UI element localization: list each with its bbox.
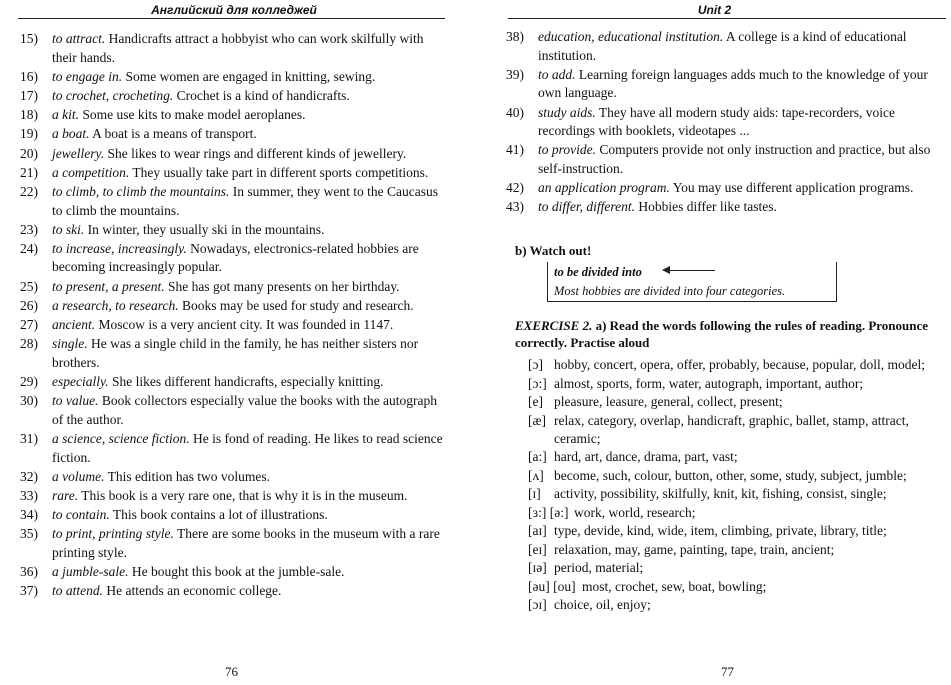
right-page (478, 0, 951, 685)
page-number: 77 (721, 664, 734, 679)
item-term: to present, a present. (52, 278, 165, 294)
phonetic-words: become, such, colour, button, other, some, study, subject, jumble; (554, 467, 907, 483)
list-item (20, 125, 445, 144)
phonetic-symbol: [e] (528, 394, 543, 409)
phonetic-symbol: [aɪ] (528, 523, 547, 539)
item-text: There are some books in the museum with a rare printing style. (52, 526, 440, 560)
exercise-text: a) Read the words following the rules of reading. Pronounce correctly. Practise aloud (515, 318, 929, 350)
phonetic-words: activity, possibility, skilfully, knit, kit, fishing, consist, single; (554, 486, 887, 502)
item-term: single. (52, 336, 88, 352)
item-text: She likes different handicrafts, especially knitting. (108, 374, 384, 389)
list-item (20, 373, 445, 392)
item-number: 27) (20, 317, 38, 333)
list-item (20, 240, 445, 277)
list-item (506, 28, 946, 65)
watch-out-heading: b) Watch out! (515, 243, 592, 258)
phonetic-row (528, 522, 946, 540)
item-number: 42) (506, 180, 524, 196)
vocabulary-list (20, 30, 445, 601)
item-term: especially. (52, 374, 109, 389)
item-term: a jumble-sale. (52, 564, 129, 580)
item-number: 15) (20, 31, 38, 46)
page-number: 76 (225, 664, 238, 679)
item-text: He attends an economic college. (103, 583, 282, 599)
item-text: Moscow is a very ancient city. It was founded in 1147. (95, 317, 394, 333)
phonetic-symbol: [ɔ:] (528, 375, 547, 391)
phonetic-row (528, 541, 946, 559)
phonetic-symbol: [a:] (528, 449, 547, 465)
item-number: 36) (20, 564, 38, 580)
item-term: a boat. (52, 126, 90, 142)
item-term: a science, science fiction. (52, 430, 190, 446)
phonetic-row (528, 578, 946, 596)
list-item (20, 582, 445, 601)
header-rule (18, 18, 445, 19)
item-number: 38) (506, 29, 524, 44)
list-item (20, 316, 445, 335)
item-number: 41) (506, 142, 524, 158)
item-text: This edition has two volumes. (104, 468, 270, 484)
phonetic-words: relaxation, may, game, painting, tape, train, ancient; (554, 541, 835, 557)
item-term: to contain. (52, 507, 110, 523)
item-term: to increase, increasingly. (52, 240, 187, 256)
item-number: 22) (20, 183, 38, 199)
item-number: 24) (20, 240, 38, 256)
item-number: 25) (20, 278, 38, 294)
phonetic-words: hobby, concert, opera, offer, probably, because, popular, doll, model; (554, 357, 926, 372)
phonetic-symbol: [əu] [ou] (528, 578, 576, 594)
item-text: Books may be used for study and research. (178, 297, 414, 313)
list-item (20, 164, 445, 183)
phonetic-symbol: [ɪə] (528, 560, 547, 576)
phonetic-row (528, 504, 946, 522)
phonetic-words: type, devide, kind, wide, item, climbing, private, library, title; (554, 523, 887, 539)
phonetic-row (528, 467, 946, 485)
list-item (20, 392, 445, 429)
list-item (20, 335, 445, 372)
phonetic-words: most, crochet, sew, boat, bowling; (582, 578, 767, 594)
item-text: In summer, they went to the Caucasus to climb the mountains. (52, 183, 439, 218)
list-item (506, 104, 946, 141)
item-number: 31) (20, 430, 38, 446)
phonetic-row (528, 559, 946, 577)
item-term: to climb, to climb the mountains. (52, 183, 230, 199)
item-text: Learning foreign languages adds much to the knowledge of your own language. (538, 66, 928, 101)
item-term: jewellery. (52, 145, 105, 161)
phonetic-symbol: [æ] (528, 412, 546, 428)
exercise-instructions (515, 317, 945, 351)
item-term: a kit. (52, 107, 79, 123)
list-item (20, 468, 445, 487)
item-term: an application program. (538, 180, 670, 196)
item-number: 23) (20, 221, 38, 237)
item-number: 16) (20, 68, 38, 84)
item-text: Some women are engaged in knitting, sewing. (122, 68, 376, 84)
item-text: She has got many presents on her birthday. (164, 278, 400, 294)
phonetic-words: work, world, research; (574, 504, 696, 520)
list-item (20, 278, 445, 297)
phonetic-row (528, 485, 946, 503)
phonetic-row (528, 596, 946, 614)
item-text: They usually take part in different sports competitions. (129, 164, 429, 180)
list-item (20, 87, 445, 106)
item-term: to crochet, crocheting. (52, 87, 174, 103)
watch-out-box (547, 262, 837, 302)
item-number: 39) (506, 66, 524, 82)
item-text: In winter, they usually ski in the mountains. (84, 221, 325, 237)
list-item (506, 198, 946, 217)
item-term: education, educational institution. (538, 29, 724, 44)
item-term: ancient. (52, 317, 96, 333)
item-term: to provide. (538, 142, 596, 158)
item-text: They have all modern study aids: tape-recorders, voice recordings with booklets, videotapes ... (538, 104, 896, 139)
item-term: to attract. (52, 31, 106, 46)
item-number: 34) (20, 507, 38, 523)
phonetics-list (528, 356, 946, 615)
exercise-label: EXERCISE 2. (515, 318, 593, 333)
item-number: 37) (20, 583, 38, 599)
list-item (506, 179, 946, 198)
item-number: 30) (20, 393, 38, 409)
phonetic-symbol: [eɪ] (528, 541, 547, 557)
item-number: 35) (20, 526, 38, 542)
item-text: He is fond of reading. He likes to read science fiction. (52, 430, 443, 465)
item-term: a volume. (52, 468, 105, 484)
running-head: Английский для колледжей (151, 3, 317, 17)
item-text: Hobbies differ like tastes. (635, 199, 777, 215)
phonetic-symbol: [ɔ] (528, 357, 543, 372)
vocabulary-list (506, 28, 946, 218)
item-text: This book is a very rare one, that is why it is in the museum. (78, 487, 408, 503)
list-item (20, 297, 445, 316)
list-item (20, 106, 445, 125)
item-text: Handicrafts attract a hobbyist who can work skilfully with their hands. (52, 31, 424, 65)
list-item (20, 487, 445, 506)
item-term: to print, printing style. (52, 526, 174, 542)
phonetic-words: choice, oil, enjoy; (554, 597, 651, 613)
list-item (20, 430, 445, 467)
item-number: 29) (20, 374, 38, 389)
phonetic-words: hard, art, dance, drama, part, vast; (554, 449, 738, 465)
item-number: 18) (20, 107, 38, 123)
item-term: to engage in. (52, 68, 123, 84)
item-number: 28) (20, 336, 38, 352)
item-text: She likes to wear rings and different kinds of jewellery. (104, 145, 407, 161)
arrow-left-icon (663, 270, 715, 271)
running-head: Unit 2 (697, 3, 732, 17)
item-text: This book contains a lot of illustrations. (109, 507, 328, 523)
item-text: Crochet is a kind of handicrafts. (173, 87, 350, 103)
item-term: a research, to research. (52, 297, 179, 313)
item-term: to differ, different. (538, 199, 635, 215)
phonetic-words: pleasure, leasure, general, collect, present; (554, 394, 783, 409)
watch-out-phrase: to be divided into (554, 265, 642, 279)
list-item (20, 183, 445, 220)
phonetic-symbol: [ɔɪ] (528, 597, 547, 613)
phonetic-row (528, 393, 946, 411)
list-item (20, 145, 445, 164)
phonetic-symbol: [ʌ] (528, 467, 544, 483)
list-item (506, 66, 946, 103)
list-item (506, 141, 946, 178)
phonetic-symbol: [ɪ] (528, 486, 541, 502)
item-number: 26) (20, 297, 38, 313)
list-item (20, 525, 445, 562)
item-term: study aids. (538, 104, 596, 120)
item-term: to value. (52, 393, 99, 409)
item-text: A college is a kind of educational institution. (538, 29, 907, 63)
list-item (20, 221, 445, 240)
phonetic-row (528, 448, 946, 466)
list-item (20, 506, 445, 525)
item-text: Computers provide not only instruction and practice, but also self-instruction. (538, 142, 931, 176)
item-term: to attend. (52, 583, 103, 599)
phonetic-words: period, material; (554, 560, 644, 576)
item-term: to add. (538, 66, 576, 82)
list-item (20, 68, 445, 87)
phonetic-symbol: [ɜ:] [ə:] (528, 504, 569, 520)
item-term: a competition. (52, 164, 130, 180)
left-page (0, 0, 468, 685)
phonetic-row (528, 412, 946, 448)
phonetic-row (528, 356, 946, 374)
list-item (20, 30, 445, 67)
item-number: 21) (20, 164, 38, 180)
item-text: Book collectors especially value the books with the autograph of the author. (52, 393, 438, 427)
item-number: 40) (506, 104, 524, 120)
item-number: 32) (20, 468, 38, 484)
phonetic-row (528, 375, 946, 393)
item-number: 33) (20, 487, 38, 503)
header-rule (508, 18, 946, 19)
item-number: 20) (20, 145, 38, 161)
phonetic-words: almost, sports, form, water, autograph, important, author; (554, 375, 864, 391)
item-number: 43) (506, 199, 524, 215)
item-text: You may use different application programs. (669, 180, 914, 196)
item-number: 17) (20, 87, 38, 103)
item-term: to ski. (52, 221, 85, 237)
item-number: 19) (20, 126, 38, 142)
item-term: rare. (52, 487, 79, 503)
list-item (20, 563, 445, 582)
item-text: He was a single child in the family, he has neither sisters nor brothers. (52, 336, 419, 370)
watch-out-example: Most hobbies are divided into four categories. (554, 284, 786, 298)
item-text: Some use kits to make model aeroplanes. (79, 107, 306, 123)
item-text: Nowadays, electronics-related hobbies are becoming increasingly popular. (52, 240, 419, 275)
item-text: He bought this book at the jumble-sale. (128, 564, 345, 580)
item-text: A boat is a means of transport. (89, 126, 257, 142)
phonetic-words: relax, category, overlap, handicraft, graphic, ballet, stamp, attract, ceramic; (554, 412, 909, 446)
